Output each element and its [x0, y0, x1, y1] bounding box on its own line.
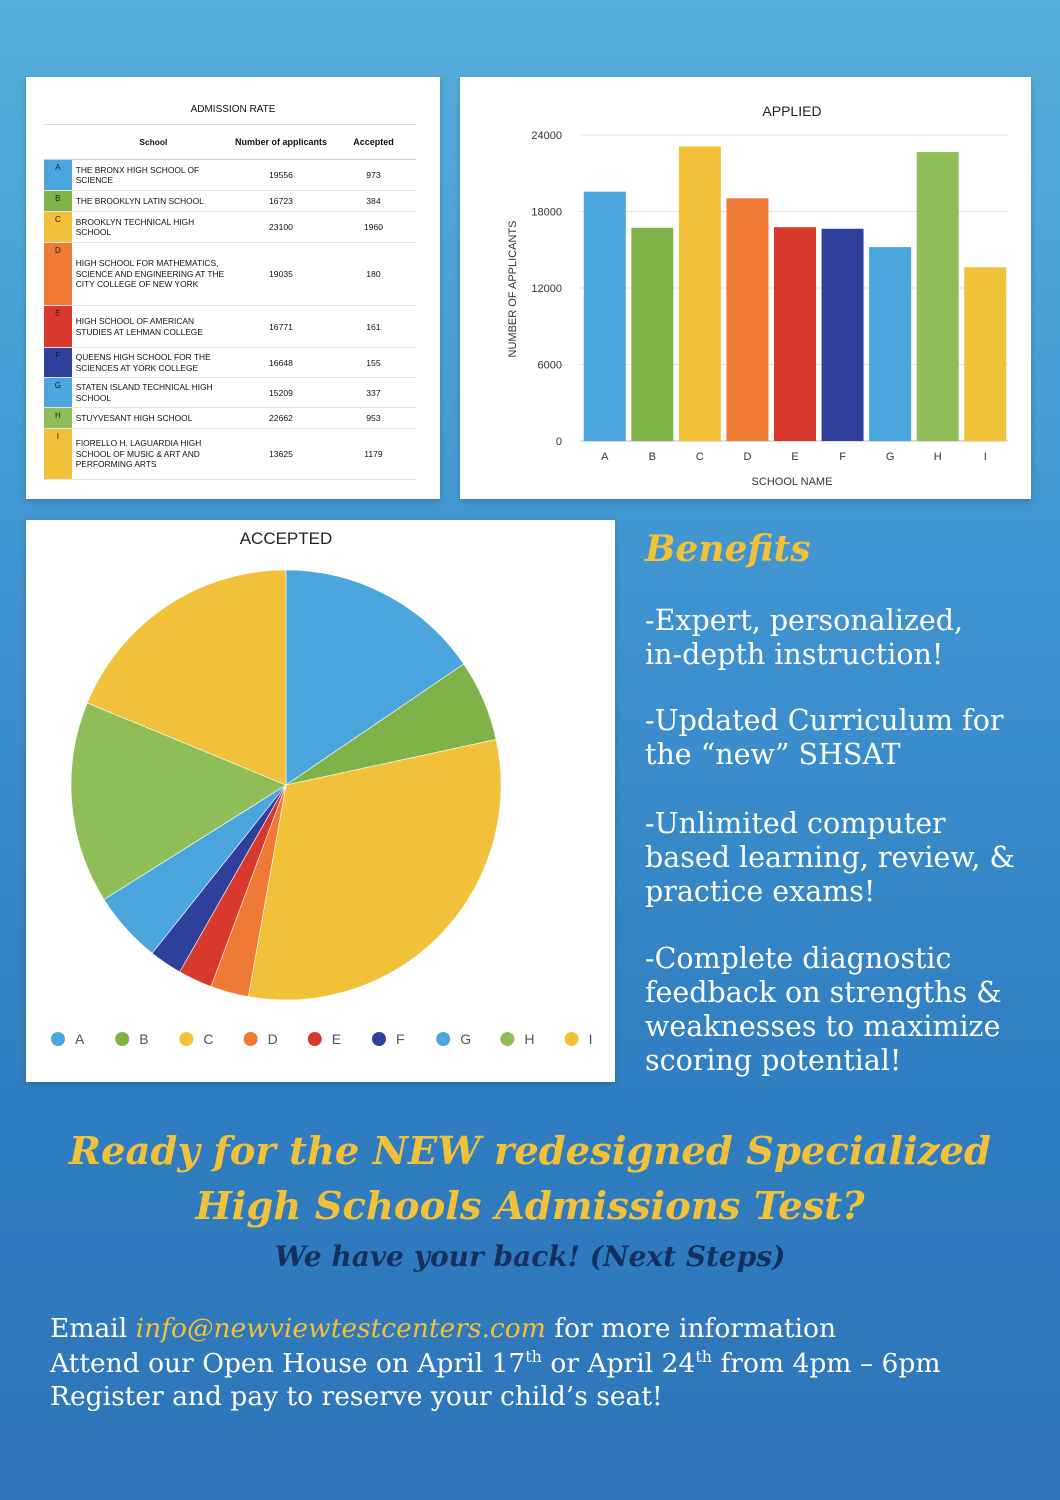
accepted-cell: 180: [366, 269, 381, 279]
table-row: [44, 348, 416, 378]
bar-B: [631, 228, 673, 441]
header-blank: [44, 125, 72, 159]
school-letter-cell: A: [44, 160, 72, 190]
legend-marker-D: [244, 1032, 258, 1046]
legend-marker-F: [372, 1032, 386, 1046]
header-accepted: Accepted: [353, 137, 394, 147]
bar-A: [584, 192, 626, 441]
x-tick-label: G: [885, 451, 895, 463]
bar-I: [964, 267, 1006, 441]
x-axis-label: SCHOOL NAME: [751, 476, 833, 488]
table-row: [44, 243, 416, 306]
school-name-cell: THE BRONX HIGH SCHOOL OF SCIENCE: [75, 164, 200, 185]
bar-C: [679, 146, 721, 441]
accepted-cell: 155: [366, 357, 381, 368]
school-letter-cell: E: [44, 306, 72, 347]
x-tick-label: H: [933, 451, 942, 463]
x-tick-label: C: [695, 451, 704, 463]
pie-chart-title: ACCEPTED: [239, 529, 333, 548]
y-tick-label: 18000: [531, 206, 562, 219]
applicants-cell: 15209: [269, 387, 293, 398]
table-row: [44, 191, 416, 212]
ordinal-suffix: th: [695, 1347, 713, 1366]
bar-H: [917, 152, 959, 441]
accepted-pie-chart-panel: [26, 520, 615, 1082]
table-header-row: [44, 124, 416, 160]
register-line: Register and pay to reserve your child’s seat!: [50, 1381, 663, 1412]
table-title: ADMISSION RATE: [190, 104, 276, 115]
email-prefix: Email: [50, 1313, 128, 1344]
applicants-cell: 22662: [269, 413, 293, 423]
school-letter-cell: H: [44, 408, 72, 428]
legend-label: H: [524, 1031, 535, 1047]
accepted-pie-chart: [26, 520, 615, 1082]
x-tick-label: E: [791, 451, 799, 463]
school-name-cell: FIORELLO H. LAGUARDIA HIGH SCHOOL OF MUSIC & ART AND PERFORMING ARTS: [75, 438, 202, 470]
legend-label: C: [203, 1031, 214, 1047]
bar-F: [822, 229, 864, 441]
accepted-cell: 1179: [364, 449, 383, 459]
bar-E: [774, 227, 816, 441]
open-house-line: [50, 1347, 940, 1379]
legend-label: E: [331, 1031, 342, 1047]
y-tick-label: 0: [555, 436, 562, 448]
header-school: School: [139, 136, 168, 147]
open-house-text: from 4pm – 6pm: [712, 1347, 941, 1379]
legend-label: F: [396, 1031, 405, 1047]
school-letter-cell: G: [44, 378, 72, 407]
school-letter-cell: C: [44, 212, 72, 242]
table-body: [44, 160, 416, 480]
legend-marker-H: [500, 1032, 514, 1046]
benefit-item: -Expert, personalized, in-depth instruction!: [645, 604, 964, 671]
y-tick-label: 6000: [537, 359, 562, 372]
bar-G: [869, 247, 911, 441]
legend-label: D: [267, 1031, 278, 1047]
subheadline: We have your back! (Next Steps): [274, 1240, 786, 1273]
headline: Ready for the NEW redesigned Specialized High Schools Admissions Test?: [69, 1129, 991, 1229]
school-letter-cell: D: [44, 243, 72, 305]
legend-marker-I: [565, 1032, 579, 1046]
legend-marker-G: [436, 1032, 450, 1046]
school-letter-cell: I: [44, 429, 72, 479]
applicants-cell: 16648: [269, 357, 293, 368]
x-tick-label: A: [601, 451, 609, 463]
applied-bar-chart-panel: [460, 77, 1031, 499]
header-applicants: Number of applicants: [234, 136, 327, 147]
applicants-cell: 13625: [269, 449, 293, 459]
legend-marker-A: [51, 1032, 65, 1046]
ordinal-suffix: th: [525, 1347, 542, 1366]
table-row: [44, 306, 416, 348]
applicants-cell: 23100: [269, 222, 293, 232]
bar-chart-title: APPLIED: [762, 103, 822, 119]
school-letter-cell: F: [44, 348, 72, 377]
school-name-cell: STATEN ISLAND TECHNICAL HIGH SCHOOL: [75, 382, 213, 403]
x-tick-label: I: [983, 451, 987, 463]
email-suffix: for more information: [554, 1313, 837, 1344]
school-name-cell: QUEENS HIGH SCHOOL FOR THE SCIENCES AT YORK COLLEGE: [75, 352, 211, 373]
accepted-cell: 1960: [363, 222, 384, 232]
email-link[interactable]: info@newviewtestcenters.com: [135, 1313, 546, 1344]
school-name-cell: HIGH SCHOOL OF AMERICAN STUDIES AT LEHMAN COLLEGE: [75, 316, 203, 337]
table-row: [44, 408, 416, 429]
admission-rate-table-panel: [26, 77, 440, 499]
accepted-cell: 384: [366, 196, 381, 206]
legend-label: A: [75, 1031, 85, 1047]
legend-label: G: [460, 1031, 472, 1047]
legend-marker-B: [115, 1032, 129, 1046]
x-tick-label: D: [743, 451, 752, 463]
school-name-cell: BROOKLYN TECHNICAL HIGH SCHOOL: [75, 216, 195, 237]
legend-marker-E: [308, 1032, 322, 1046]
benefit-item: -Complete diagnostic feedback on strengths & weaknesses to maximize scoring potential!: [645, 942, 1002, 1077]
legend-label: I: [588, 1031, 593, 1047]
y-axis-label: NUMBER OF APPLICANTS: [507, 220, 519, 358]
accepted-cell: 973: [366, 170, 381, 180]
school-name-cell: STUYVESANT HIGH SCHOOL: [75, 412, 193, 423]
table-row: [44, 212, 416, 243]
open-house-text: Attend our Open House on April 17: [50, 1347, 526, 1379]
bar-D: [726, 198, 768, 441]
benefit-item: -Unlimited computer based learning, review, & practice exams!: [645, 807, 1015, 908]
applicants-cell: 16771: [269, 321, 293, 332]
school-name-cell: HIGH SCHOOL FOR MATHEMATICS, SCIENCE AND ENGINEERING AT THE CITY COLLEGE OF NEW YORK: [75, 258, 225, 290]
table-row: [44, 429, 416, 480]
table-row: [44, 160, 416, 191]
accepted-cell: 953: [366, 413, 381, 423]
applicants-cell: 16723: [269, 196, 293, 206]
benefit-item: -Updated Curriculum for the “new” SHSAT: [645, 704, 1004, 771]
school-letter-cell: B: [44, 191, 72, 211]
accepted-cell: 161: [366, 321, 381, 332]
applied-bar-chart: [460, 77, 1031, 499]
table-row: [44, 378, 416, 408]
y-tick-label: 24000: [531, 130, 562, 142]
applicants-cell: 19035: [269, 269, 293, 279]
legend-marker-C: [179, 1032, 193, 1046]
y-tick-label: 12000: [531, 283, 562, 295]
x-tick-label: B: [648, 451, 657, 463]
legend-label: B: [139, 1031, 149, 1047]
email-line: [50, 1313, 836, 1344]
accepted-cell: 337: [366, 387, 381, 398]
school-name-cell: THE BROOKLYN LATIN SCHOOL: [75, 195, 204, 206]
applicants-cell: 19556: [269, 170, 293, 180]
open-house-text: or April 24: [541, 1347, 696, 1379]
admission-table: [44, 124, 416, 480]
benefits-title: Benefits: [645, 528, 811, 570]
x-tick-label: F: [839, 451, 846, 463]
